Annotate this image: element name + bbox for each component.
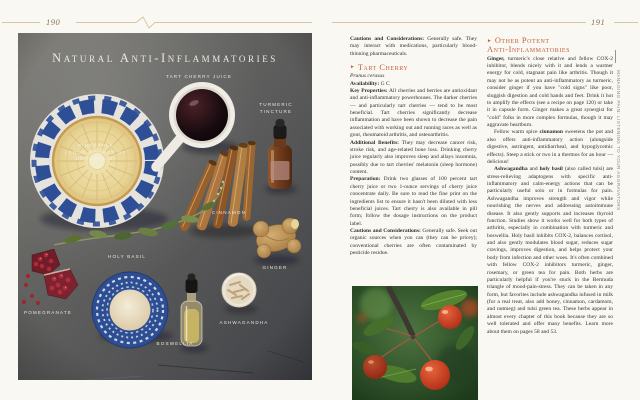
cautions-paragraph: Cautions and Considerations: Generally safe. Seek out organic sources when you can (they can be pricey); conventional cherries are often contaminated by pesticide residue. xyxy=(350,228,477,257)
key-properties-paragraph: Key Properties: All cherries and berries are antioxidant and anti-inflammatory powerhouses. The darker cherries — and particularly tart cherries — tend to be most beneficial. Tart cherries significantly decrease inflammation and have been shown to decrease the pain associated with working out and running races as well as gout, rheumatoid arthritis, and osteoarthritis. xyxy=(350,87,477,139)
sidebar-separator xyxy=(615,50,616,63)
header-rules xyxy=(0,0,640,32)
page-number-right: 191 xyxy=(591,17,606,27)
label-pomegranate: POMEGRANATE xyxy=(23,310,73,315)
label-pineapple: PINEAPPLE (GOOD SOURCE OF BROMELAIN) xyxy=(65,143,127,162)
label-holy-basil: HOLY BASIL xyxy=(108,254,146,259)
additional-benefits-paragraph: Additional Benefits: They may decrease cancer risk, stroke risk, and age-related bone loss. Drinking cherry juice regularly also improves sleep and allays insomnia, possibly due to tart cherries' melatonin (sleep hormone) content. xyxy=(350,139,478,176)
availability-line: Availability: G C xyxy=(350,80,390,87)
section-arrow-icon: ► xyxy=(487,38,493,44)
ginger-paragraph: Ginger, turmeric's close relative and fellow COX-2 inhibitor, blends nicely with it and lends a warmer energy for cold, stagnant pain like arthritis. Though it may not be as potent an anti-inflammatory as turmeric, consider ginger if you have "cold signs" like poor, sluggish digestion and cold hands and feet. Drink it hot to amplify the effects (see a recipe on page 120) or take it in capsule form. Ginger makes a great synergist for "cold" folks in more complex formulas, though it may aggravate heartburn. xyxy=(487,55,613,129)
label-tart-cherry-juice: TART CHERRY JUICE xyxy=(165,74,233,79)
label-boswellia: BOSWELLIA xyxy=(156,341,194,346)
species-name: Prunus cerasus xyxy=(350,73,385,80)
adaptogens-paragraph: Ashwagandha and holy basil (also called tulsi) are stress-relieving adaptogens with specific anti-inflammatory and calm-energy actions that can be particularly useful solo or in formulas for pain. Ashwagandha improves strength and vigor while nourishing the nerves and addressing autoimmune disease. It also gently supports and increases thyroid function. Studies show it works well for both types of arthritis, especially in combination with turmeric and boswellia. Holy basil inhibits COX-2, balances cortisol, and also gently modulates blood sugar, reduces sugar cravings, improves digestion, and helps protect your body from infection and other woes. It's often combined with fellow COX-2 inhibitors turmeric, ginger, rosemary, or green tea for pain. Both herbs are particularly helpful if you're stuck in the Bermuda triangle of mood-pain-stress. They can be taken in any form, but favorites include ashwagandha infused in milk (for a real treat, also add honey, cinnamon, cardamom, and nutmeg) and tulsi green tea. These herbs appear in almost every chapter of this book because they are so well tolerated and offer many benefits. Learn more about them on pages 58 and 53. xyxy=(487,166,613,335)
other-potent-heading: ► Other Potent Anti-Inflammatories xyxy=(487,36,570,55)
continued-cautions-paragraph: Cautions and Considerations: Generally safe. They may interact with medications, particularly blood-thinning pharmaceuticals. xyxy=(350,36,477,57)
column-tart-cherry xyxy=(350,36,477,258)
column-other-anti-inflammatories xyxy=(487,36,613,336)
ingredients-photo-illustration xyxy=(18,33,312,380)
cinnamon-paragraph: Fellow warm spice cinnamon sweetens the pot and also offers anti-inflammatory action (alongside digestive, astringent, antidiarrheal, and hypoglycemic effects). Steep a stick or two in a thermos for an hour — delicious! xyxy=(487,129,613,165)
sidebar-running-head: MANAGING PAIN: LISTENING TO YOUR AGGRAVATORS xyxy=(615,70,621,211)
label-cinnamon: CINNAMON xyxy=(211,210,247,215)
label-ginger: GINGER xyxy=(262,265,288,270)
photo-title: Natural Anti-Inflammatories xyxy=(52,51,278,65)
label-turmeric-tincture: TURMERIC TINCTURE xyxy=(259,102,293,114)
tart-cherry-heading: ► Tart Cherry xyxy=(350,62,409,72)
page-number-left: 190 xyxy=(46,17,61,27)
label-ashwagandha: ASHWAGANDHA xyxy=(219,320,269,325)
section-arrow-icon: ► xyxy=(350,65,356,71)
cherry-branch-illustration xyxy=(352,286,478,400)
preparation-paragraph: Preparation: Drink two glasses of 100 percent tart cherry juice or two 1-ounce servings of cherry juice concentrate daily. Be sure to read the fine print on the ingredients list to ensure it hasn't been diluted with less beneficial juices. Tart cherry is also available in pill form; follow the dosage instructions on the product label. xyxy=(350,176,477,227)
cherry-branch-photo xyxy=(352,286,478,400)
ingredients-photo xyxy=(18,33,312,380)
